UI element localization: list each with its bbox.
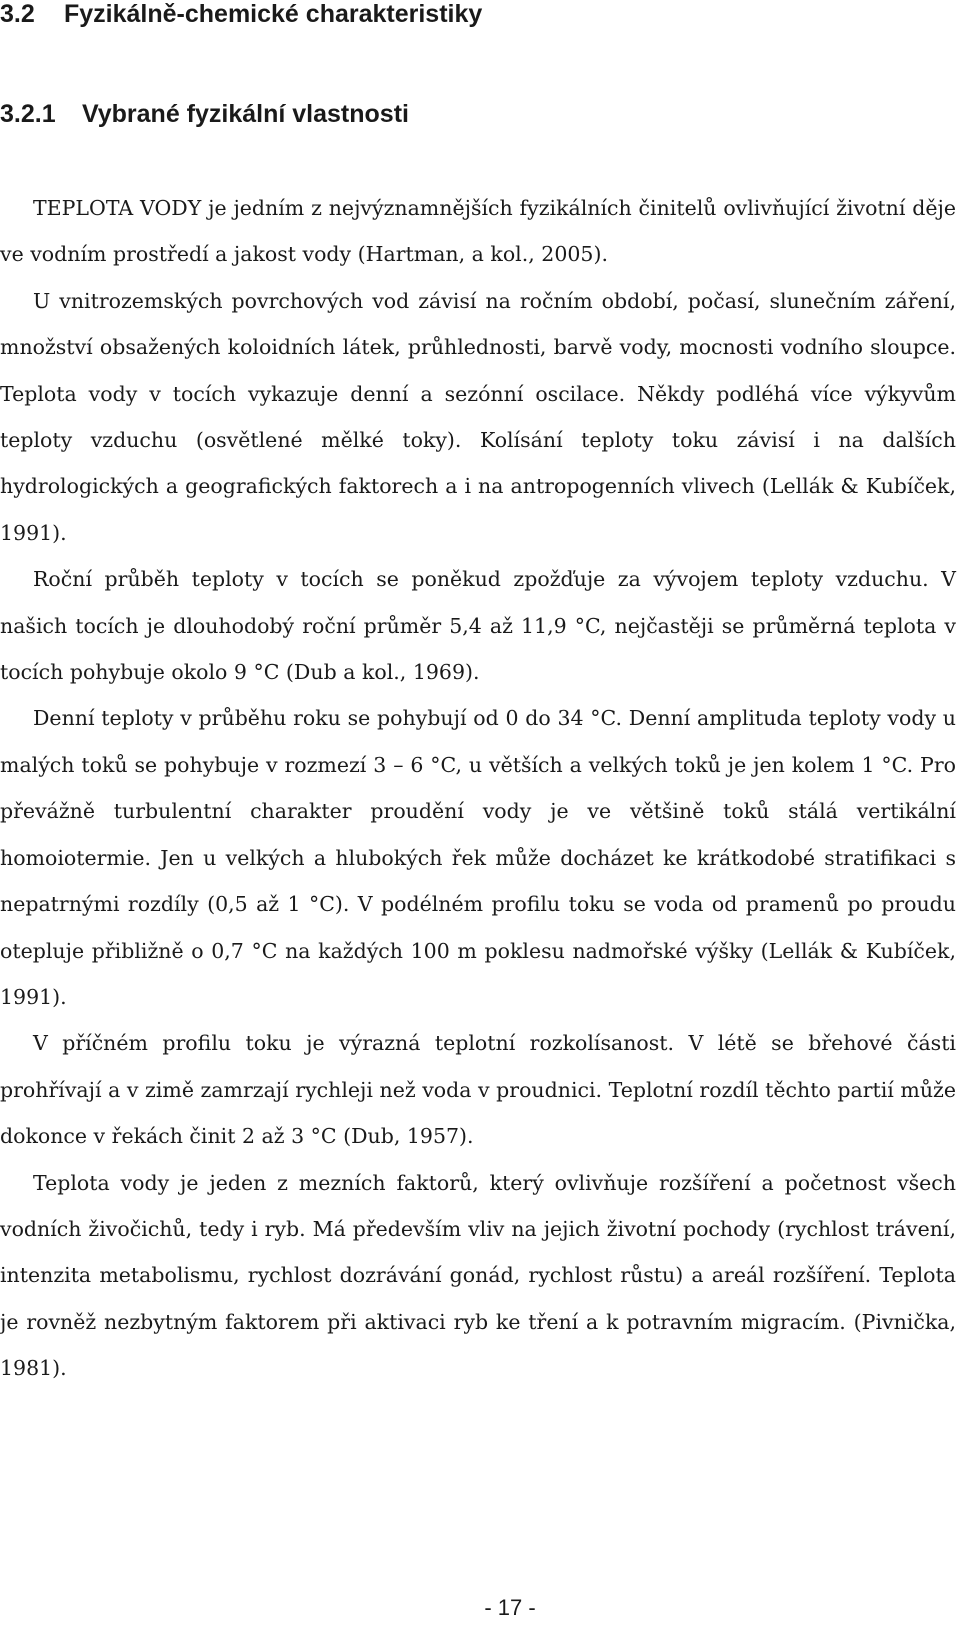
paragraph-cross-profile: V příčném profilu toku je výrazná teplotní rozkolísanost. V létě se břehové části prohřívají a v zimě zamrzají rychleji než voda v proudnici. Teplotní rozdíl těchto partií může dokonce v řekách činit 2 až 3 °C (Dub, 1957). [0,1031,956,1149]
section-title: Fyzikálně-chemické charakteristiky [64,0,483,28]
section-number: 3.2 [0,0,35,28]
subsection-number: 3.2.1 [0,100,56,128]
paragraph-water-temperature-intro: TEPLOTA VODY je jedním z nejvýznamnějších fyzikálních činitelů ovlivňující životní děje ve vodním prostředí a jakost vody (Hartman, a kol., 2005). [0,196,956,267]
body-text [0,185,956,1392]
paragraph-limiting-factor: Teplota vody je jeden z mezních faktorů, který ovlivňuje rozšíření a početnost všech vodních živočichů, tedy i ryb. Má především vliv na jejich životní pochody (rychlost trávení, intenzita metabolismu, rychlost dozrávání gonád, rychlost růstu) a areál rozšíření. Teplota je rovněž nezbytným faktorem při aktivaci ryb ke tření a k potravním migracím. (Pivnička, 1981). [0,1170,956,1381]
page-number: - 17 - [484,1595,536,1620]
section-heading [0,0,482,29]
page-footer [0,1595,960,1621]
paragraph-daily-temperatures: Denní teploty v průběhu roku se pohybují od 0 do 34 °C. Denní amplituda teploty vody u malých toků se pohybuje v rozmezí 3 – 6 °C, u větších a velkých toků je jen kolem 1 °C. Pro převážně turbulentní charakter proudění vody je ve většině toků stálá vertikální homoiotermie. Jen u velkých a hlubokých řek může docházet ke krátkodobé stratifikaci s nepatrnými rozdíly (0,5 až 1 °C). V podélném profilu toku se voda od pramenů po proudu otepluje přibližně o 0,7 °C na každých 100 m poklesu nadmořské výšky (Lellák & Kubíček, 1991). [0,706,956,1009]
paragraph-annual-course: Roční průběh teploty v tocích se poněkud zpožďuje za vývojem teploty vzduchu. V našich tocích je dlouhodobý roční průměr 5,4 až 11,9 °C, nejčastěji se průměrná teplota v tocích pohybuje okolo 9 °C (Dub a kol., 1969). [0,567,956,685]
subsection-title: Vybrané fyzikální vlastnosti [82,100,409,128]
subsection-heading [0,100,409,129]
paragraph-inland-waters: U vnitrozemských povrchových vod závisí na ročním období, počasí, slunečním záření, množství obsažených koloidních látek, průhlednosti, barvě vody, mocnosti vodního sloupce. Teplota vody v tocích vykazuje denní a sezónní oscilace. Někdy podléhá více výkyvům teploty vzduchu (osvětlené mělké toky). Kolísání teploty toku závisí i na dalších hydrologických a geografických faktorech a i na antropogenních vlivech (Lellák & Kubíček, 1991). [0,288,956,545]
